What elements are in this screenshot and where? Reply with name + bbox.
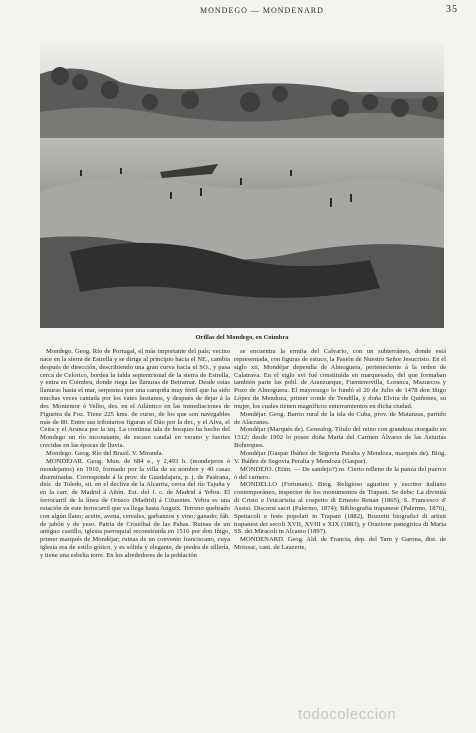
photo-illustration xyxy=(40,42,444,328)
running-title: MONDEGO — MONDENARD xyxy=(200,6,324,15)
text-column-left xyxy=(40,348,230,560)
entry-mondego-river-portugal: Mondego. Geog. Río de Portugal, el más importante del país; vecino nace en la sierra de Estrella y se dirige al principio hacia el NE., cambia después de dirección, describiendo una gran curva hacia el SO., y pasa cerca de Celorico, bordea la falda septentrional de la sierra de Estrella, y entra en Coimbra, donde riega las llanuras de Beiramar. Desde estas llanuras hasta el mar, serpentea por una campiña muy fértil que ha sido muchas veces cantada por los vates lusitanos, y después de dejar á la der. Montemor ó Velho, des. en el Atlántico en las inmediaciones de Figueira da Foz. Tiene 225 kms. de curso, de los que son navegables más de 80. Entre sus tributarios figuran el Dão por la der., y el Alva, el Ceira y el Arunca por la izq. La continua tala de bosques ha hecho del Mondego un río inconstante, de escaso caudal en verano y fuertes crecidas en las épocas de lluvia. xyxy=(40,348,230,450)
entry-mondejar: MONDÉJAR. Geog. Mun. de 684 e., y 2,493 h. (mondejeros ó mondejanos) en 1910, formado por la villa de su nombre y 40 casas diseminadas. Corresponde á la prov. de Guadalajara, p. j. de Pastrana, dióc. de Toledo, sit. en el declive de la Alcarria, cerca del río Tajuña y en la carr. de Madrid á Añón. Est. del f. c. de Madrid á Yebra. El ferrocarril de la línea de Orusco (Madrid) á Cifuentes. Yebra es una estación de este ferrocarril que va llega hasta Anguix. Terreno quebrado con algún llano; aceite, avena, cereales, garbanzos y vino; ganado; fáb. de jabón y de yeso. Patria de Cristóbal de las Pahas. Ruinas de un antiguo castillo, iglesia parroquial reconstruida en 1516 por don Iñigo, primer marqués de Mondéjar; ruinas de un convento franciscano, cuya iglesia era de estilo gótico, y es sólida y elegante, de piedra de sillería, y tiene una esbelta torre. En los alrededores de la población xyxy=(40,457,230,559)
watermark: todocoleccion xyxy=(298,706,397,723)
entry-mondejar-continued: se encuentra la ermita del Calvario, con un subterráneo, donde está representada, con figuras de estuco, la Pasión de Nuestro Señor Jesucristo. En el siglo xii, Mondéjar dependía de Almoguera, perteneciente á la orden de Calatrava. En el siglo xvi fué constituída en marquesado, del que formaban también parte las pobl. de Aranzueque, Fuentenovilla, Loranca, Mazuecos y Pozo de Almoguera. El mayorazgo lo fundó el 20 de Julio de 1478 don Iñigo López de Mendoza, primer conde de Tendilla, y doña Elvira de Quiñones, su mujer, los cuales tienen magníficos enterramientos en dicha ciudad. xyxy=(234,348,446,410)
page-header xyxy=(40,4,458,18)
entry-mondello: MONDELLO (Fortunato). Biog. Religioso agustino y escritor italiano contemporáneo, inspector de los monumentos de Trapani. Se debe: La divinità di Cristo e l'eucaristia al cospetto di Ernesto Renan (1865), S. Francesco d' Assisi. Discorsi sacri (Palermo, 1874); Bibliografia trapanese (Palermo, 1876), Spettacoli e feste popolari in Trapani (1882), Bozzetti biografici di artisti trapanesi dei secoli XVII, XVIII e XIX (1883), y Orazione panegirica di Maria SS. dei Miracoli in Alcamo (1897). xyxy=(234,481,446,536)
entry-mondejar-cuba: Mondéjar. Geog. Barrio rural de la isla de Cuba, prov. de Matanzas, partido de Alacranes. xyxy=(234,410,446,426)
entry-mondenard: MONDENARD. Geog. Ald. de Francia, dep. del Tarn y Garona, dist. de Moissac, cant. de Lauzerte, xyxy=(234,536,446,552)
entry-mondego-river-brazil: Mondego. Geog. Río del Brasil. V. Miranda. xyxy=(46,449,164,457)
entry-mondejar-marques: Mondéjar (Marqués de). Genealog. Título del reino con grandeza otorgado en 1512; desde 1902 lo posee doña María del Carmen Álvarez de las Asturias Bohorques. xyxy=(234,426,446,450)
river-photograph xyxy=(40,42,444,328)
entry-mondejar-gaspar: Mondéjar (Gaspar Ibáñez de Segovia Peralta y Mendoza, marqués de). Biog. V. Ibáñez de Segovia Peralta y Mendoza (Gaspar). xyxy=(234,449,446,465)
figure-caption: Orillas del Mondego, en Coimbra xyxy=(195,334,289,341)
entry-mondejo: MONDEJO. (Etim. — De sandejo?) m. Cierto relleno de la panza del puerco ó del carnero. xyxy=(234,465,446,481)
text-column-right xyxy=(234,348,446,552)
page-number: 35 xyxy=(446,4,458,15)
